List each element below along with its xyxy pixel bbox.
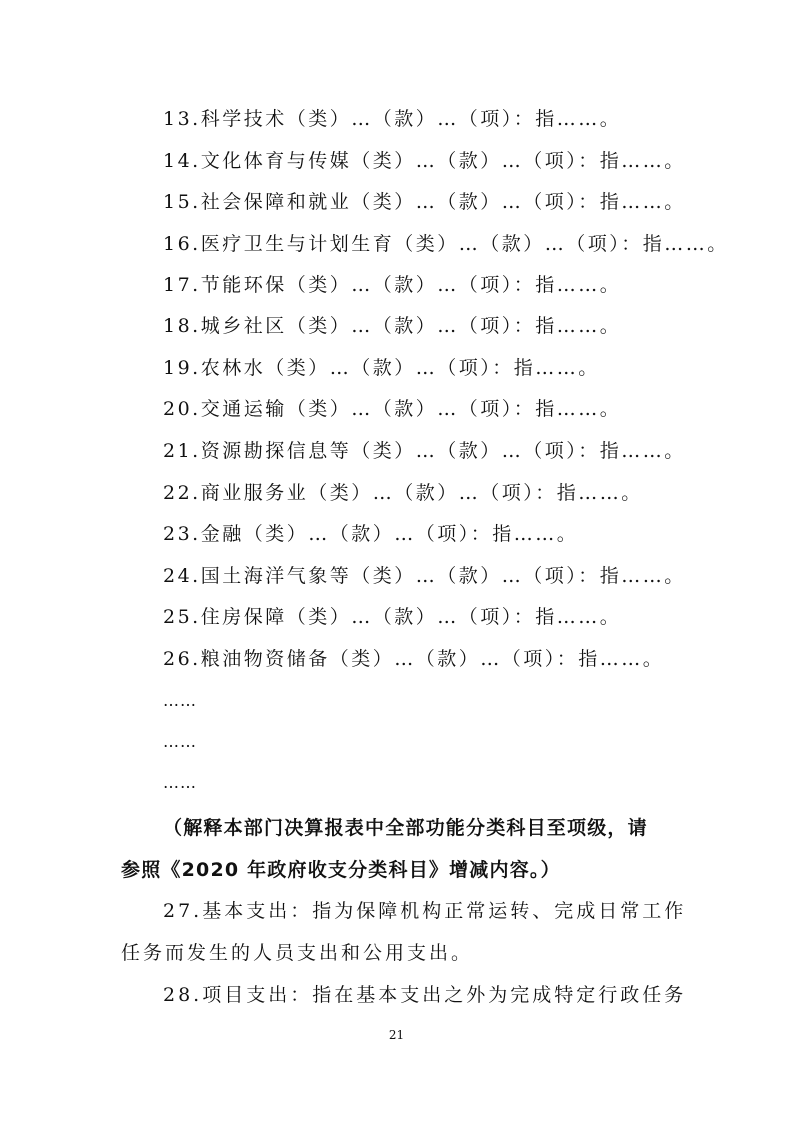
item-20: 20.交通运输（类）…（款）…（项）：指……。: [163, 398, 622, 420]
note-line-1: （解释本部门决算报表中全部功能分类科目至项级，请: [163, 817, 648, 839]
item-21: 21.资源勘探信息等（类）…（款）…（项）：指……。: [163, 440, 686, 462]
item-24: 24.国土海洋气象等（类）…（款）…（项）：指……。: [163, 565, 686, 587]
item-17: 17.节能环保（类）…（款）…（项）：指……。: [163, 274, 622, 296]
item-28-line-1: 28.项目支出：指在基本支出之外为完成特定行政任务: [163, 984, 687, 1006]
item-22: 22.商业服务业（类）…（款）…（项）：指……。: [163, 482, 643, 504]
ellipsis-3: ……: [163, 773, 197, 792]
ellipsis-2: ……: [163, 732, 197, 751]
item-19: 19.农林水（类）…（款）…（项）：指……。: [163, 357, 600, 379]
item-27-line-1: 27.基本支出：指为保障机构正常运转、完成日常工作: [163, 900, 687, 922]
item-14: 14.文化体育与传媒（类）…（款）…（项）：指……。: [163, 150, 686, 172]
item-18: 18.城乡社区（类）…（款）…（项）：指……。: [163, 315, 622, 337]
page-number: 21: [388, 1028, 405, 1042]
item-25: 25.住房保障（类）…（款）…（项）：指……。: [163, 606, 622, 628]
item-13: 13.科学技术（类）…（款）…（项）：指……。: [163, 108, 622, 130]
item-23: 23.金融（类）…（款）…（项）：指……。: [163, 523, 579, 545]
item-15: 15.社会保障和就业（类）…（款）…（项）：指……。: [163, 191, 686, 213]
ellipsis-1: ……: [163, 691, 197, 710]
note-line-2: 参照《2020 年政府收支分类科目》增减内容。）: [121, 859, 561, 881]
item-27-line-2: 任务而发生的人员支出和公用支出。: [121, 942, 474, 964]
item-16: 16.医疗卫生与计划生育（类）…（款）…（项）：指……。: [163, 233, 729, 255]
item-26: 26.粮油物资储备（类）…（款）…（项）：指……。: [163, 648, 665, 670]
